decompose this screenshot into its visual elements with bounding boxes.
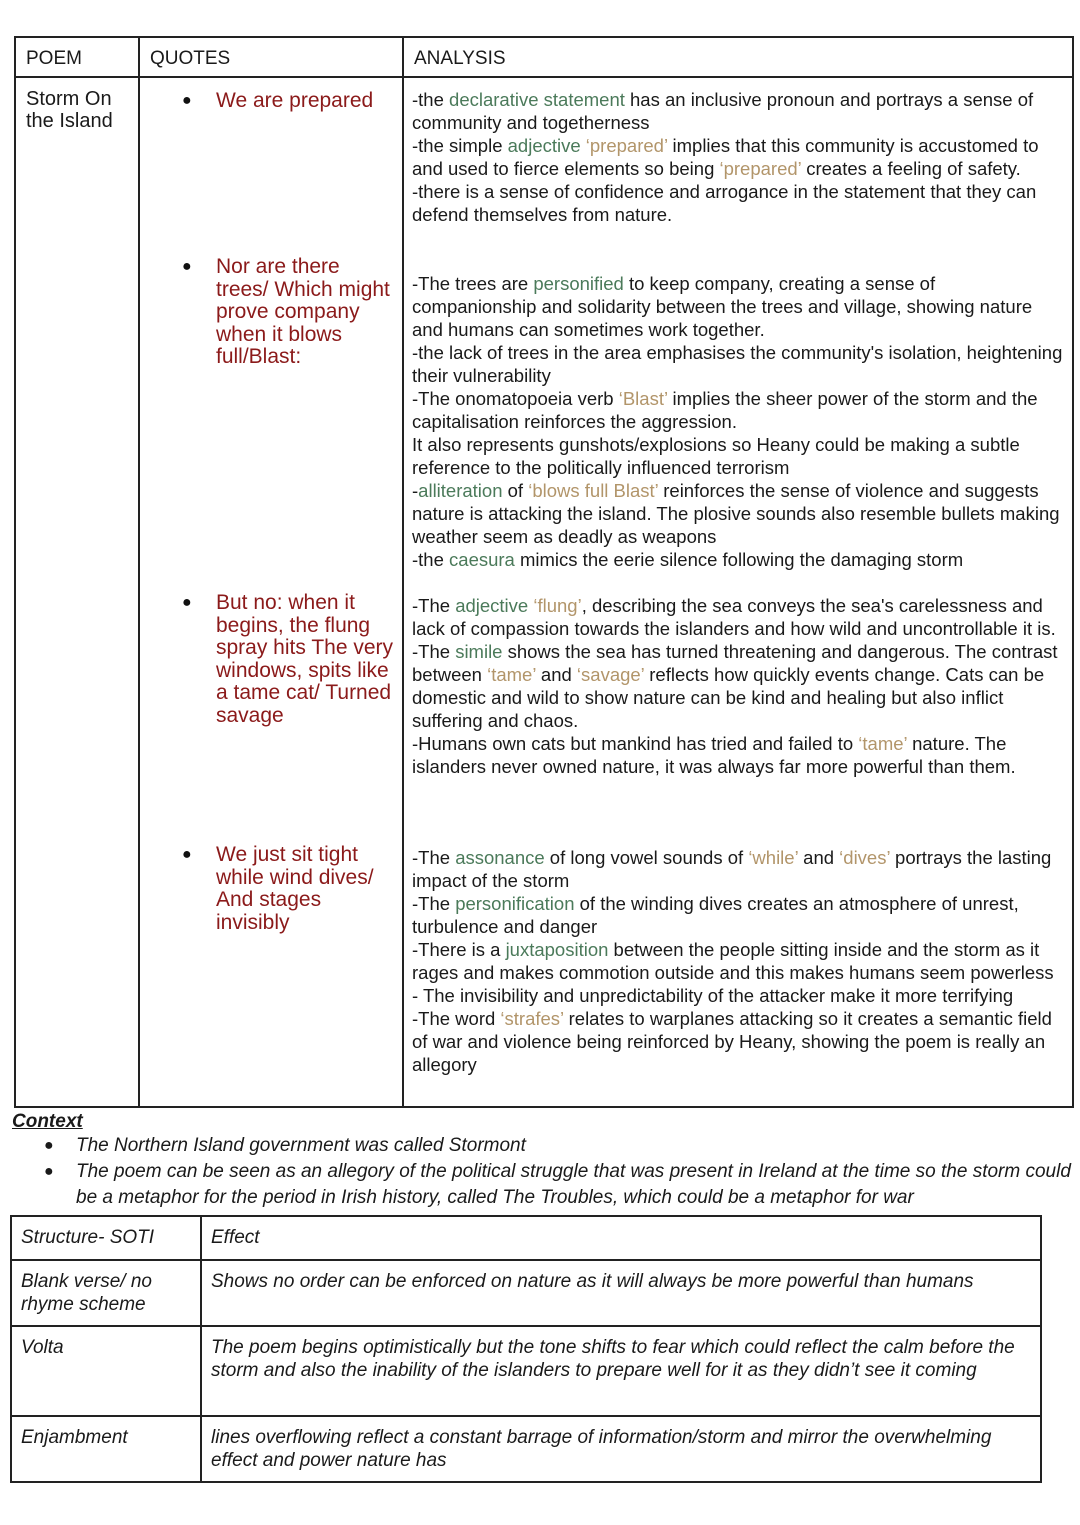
analysis-column xyxy=(403,77,1073,1107)
bullet-icon: ● xyxy=(182,846,192,863)
bullet-icon: ● xyxy=(182,258,192,275)
quote-item xyxy=(140,90,402,256)
technique-term: caesura xyxy=(449,549,515,570)
quoted-word: ‘flung’ xyxy=(533,595,582,616)
analysis-text: -The onomatopoeia verb xyxy=(412,388,619,409)
analysis-paragraph xyxy=(412,732,1064,778)
analysis-text: -there is a sense of confidence and arrogance in the statement that they can defend themselves from nature. xyxy=(412,181,1037,225)
analysis-text: -the xyxy=(412,89,450,110)
analysis-text: , describing the sea conveys the sea's carelessness and lack of compassion towards the islanders and how wild and uncontrollable it is. xyxy=(412,595,1056,639)
context-list xyxy=(12,1133,1072,1211)
technique-term: juxtaposition xyxy=(505,939,609,960)
analysis-text: implies that this community is accustomed to and used to fierce elements so being xyxy=(412,135,1039,179)
analysis-paragraph xyxy=(412,1007,1064,1076)
analysis-text: -Humans own cats but mankind has tried and failed to xyxy=(412,733,859,754)
header-analysis: ANALYSIS xyxy=(403,37,1073,77)
table-row xyxy=(15,77,1073,1107)
analysis-block xyxy=(412,594,1064,846)
analysis-block xyxy=(412,272,1064,594)
structure-effect: The poem begins optimistically but the tone shifts to fear which could reflect the calm before the storm and also the inability of the islanders to prepare well for it as they didn’t see it coming xyxy=(201,1326,1041,1416)
quoted-word: ‘Blast’ xyxy=(618,388,668,409)
analysis-text: between the people sitting inside and the storm as it rages and makes commotion outside and this makes humans seem powerless xyxy=(412,939,1054,983)
structure-header-row xyxy=(11,1216,1041,1260)
structure-header-effect: Effect xyxy=(201,1216,1041,1260)
analysis-paragraph xyxy=(412,433,1064,479)
analysis-paragraph xyxy=(412,272,1064,341)
analysis-text: -The xyxy=(412,893,456,914)
quote-text: We are prepared xyxy=(216,89,374,112)
analysis-paragraph xyxy=(412,134,1064,180)
bullet-icon: ● xyxy=(182,92,192,109)
quoted-word: ‘dives’ xyxy=(839,847,890,868)
analysis-paragraph xyxy=(412,938,1064,984)
analysis-paragraph xyxy=(412,341,1064,387)
analysis-paragraph xyxy=(412,846,1064,892)
analysis-text: -The xyxy=(412,641,456,662)
analysis-text: to keep company, creating a sense of companionship and solidarity between the trees and village, showing nature and humans can sometimes work together. xyxy=(412,273,1033,340)
structure-feature: Volta xyxy=(11,1326,201,1416)
technique-term: declarative statement xyxy=(449,89,625,110)
table-row xyxy=(11,1260,1041,1326)
quotes-column xyxy=(139,77,403,1107)
analysis-text: nature. The islanders never owned nature, it was always far more powerful than them. xyxy=(412,733,1016,777)
header-quotes: QUOTES xyxy=(139,37,403,77)
context-heading: Context xyxy=(12,1111,83,1132)
technique-term: alliteration xyxy=(418,480,503,501)
technique-term: adjective xyxy=(507,135,581,156)
analysis-text: -The word xyxy=(412,1008,501,1029)
table-header-row xyxy=(15,37,1073,77)
structure-effect: Shows no order can be enforced on nature as it will always be more powerful than humans xyxy=(201,1260,1041,1326)
quoted-word: ‘tame’ xyxy=(858,733,907,754)
analysis-text: -The trees are xyxy=(412,273,534,294)
analysis-text: -The xyxy=(412,847,456,868)
analysis-text: and xyxy=(798,847,840,868)
list-item xyxy=(12,1133,1072,1159)
analysis-paragraph xyxy=(412,892,1064,938)
analysis-paragraph xyxy=(412,548,1064,571)
analysis-text: and xyxy=(535,664,577,685)
quote-item xyxy=(140,844,402,934)
technique-term: simile xyxy=(455,641,503,662)
analysis-text: It also represents gunshots/explosions so Heany could be making a subtle reference to the politically influenced terrorism xyxy=(412,434,1020,478)
bullet-icon: ● xyxy=(44,1137,54,1154)
poem-analysis-table xyxy=(14,36,1074,1108)
quote-text: Nor are there trees/ Which might prove company when it blows full/Blast: xyxy=(216,255,390,368)
technique-term: personification xyxy=(455,893,575,914)
context-bullet-text: The poem can be seen as an allegory of the political struggle that was present in Ireland at the time so the storm could be a metaphor for the period in Irish history, called The Troubles, which could be a metaphor for war xyxy=(76,1161,1071,1208)
header-poem: POEM xyxy=(15,37,139,77)
quoted-word: ‘tame’ xyxy=(487,664,536,685)
technique-term: personified xyxy=(533,273,624,294)
quote-item xyxy=(140,592,402,844)
analysis-text: creates a feeling of safety. xyxy=(801,158,1021,179)
analysis-text: -the lack of trees in the area emphasises the community's isolation, heightening their vulnerability xyxy=(412,342,1063,386)
analysis-text: has an inclusive pronoun and portrays a sense of community and togetherness xyxy=(412,89,1034,133)
analysis-paragraph xyxy=(412,180,1064,226)
analysis-paragraph xyxy=(412,640,1064,732)
table-row xyxy=(11,1416,1041,1482)
analysis-paragraph xyxy=(412,387,1064,433)
analysis-text: of the winding dives creates an atmosphere of unrest, turbulence and danger xyxy=(412,893,1019,937)
analysis-text: reflects how quickly events change. Cats can be domestic and wild to show nature can be kind and healing but also inflict suffering and chaos. xyxy=(412,664,1045,731)
analysis-block xyxy=(412,88,1064,272)
technique-term: assonance xyxy=(455,847,545,868)
context-bullet-text: The Northern Island government was called Stormont xyxy=(76,1135,526,1156)
table-row xyxy=(11,1326,1041,1416)
analysis-text: of long vowel sounds of xyxy=(544,847,749,868)
list-item xyxy=(12,1159,1072,1211)
structure-feature: Blank verse/ no rhyme scheme xyxy=(11,1260,201,1326)
analysis-text: -The xyxy=(412,595,456,616)
quoted-word: ‘blows full Blast’ xyxy=(528,480,659,501)
quote-text: We just sit tight while wind dives/ And stages invisibly xyxy=(216,843,374,934)
analysis-paragraph xyxy=(412,594,1064,640)
bullet-icon: ● xyxy=(44,1163,54,1180)
structure-header-feature: Structure- SOTI xyxy=(11,1216,201,1260)
analysis-paragraph xyxy=(412,88,1064,134)
quoted-word: ‘prepared’ xyxy=(585,135,668,156)
structure-table xyxy=(10,1215,1042,1483)
analysis-text: of xyxy=(502,480,529,501)
analysis-text: reinforces the sense of violence and suggests nature is attacking the island. The plosive sounds also resemble bullets making weather seem as deadly as weapons xyxy=(412,480,1060,547)
analysis-text: - xyxy=(412,480,419,501)
analysis-text: relates to warplanes attacking so it creates a semantic field of war and violence being reinforced by Heany, showing the poem is really an allegory xyxy=(412,1008,1052,1075)
quoted-word: ‘strafes’ xyxy=(500,1008,564,1029)
analysis-text: portrays the lasting impact of the storm xyxy=(412,847,1052,891)
structure-feature: Enjambment xyxy=(11,1416,201,1482)
quoted-word: ‘prepared’ xyxy=(719,158,802,179)
analysis-paragraph xyxy=(412,479,1064,548)
analysis-text: implies the sheer power of the storm and the capitalisation reinforces the aggression. xyxy=(412,388,1038,432)
analysis-text: -the simple xyxy=(412,135,508,156)
bullet-icon: ● xyxy=(182,594,192,611)
quote-text: But no: when it begins, the flung spray hits The very windows, spits like a tame cat/ Turned savage xyxy=(216,591,394,727)
structure-effect: lines overflowing reflect a constant barrage of information/storm and mirror the overwhelming effect and power nature has xyxy=(201,1416,1041,1482)
technique-term: adjective xyxy=(455,595,529,616)
quoted-word: ‘while’ xyxy=(748,847,799,868)
context-section xyxy=(12,1111,1072,1211)
analysis-block xyxy=(412,846,1064,1076)
analysis-text: shows the sea has turned threatening and dangerous. The contrast between xyxy=(412,641,1058,685)
analysis-text: - The invisibility and unpredictability of the attacker make it more terrifying xyxy=(412,985,1014,1006)
analysis-paragraph xyxy=(412,984,1064,1007)
analysis-text: mimics the eerie silence following the damaging storm xyxy=(514,549,964,570)
analysis-text: -the xyxy=(412,549,450,570)
quote-item xyxy=(140,256,402,592)
analysis-text: -There is a xyxy=(412,939,506,960)
poem-title: Storm On the Island xyxy=(15,77,139,1107)
quoted-word: ‘savage’ xyxy=(576,664,645,685)
